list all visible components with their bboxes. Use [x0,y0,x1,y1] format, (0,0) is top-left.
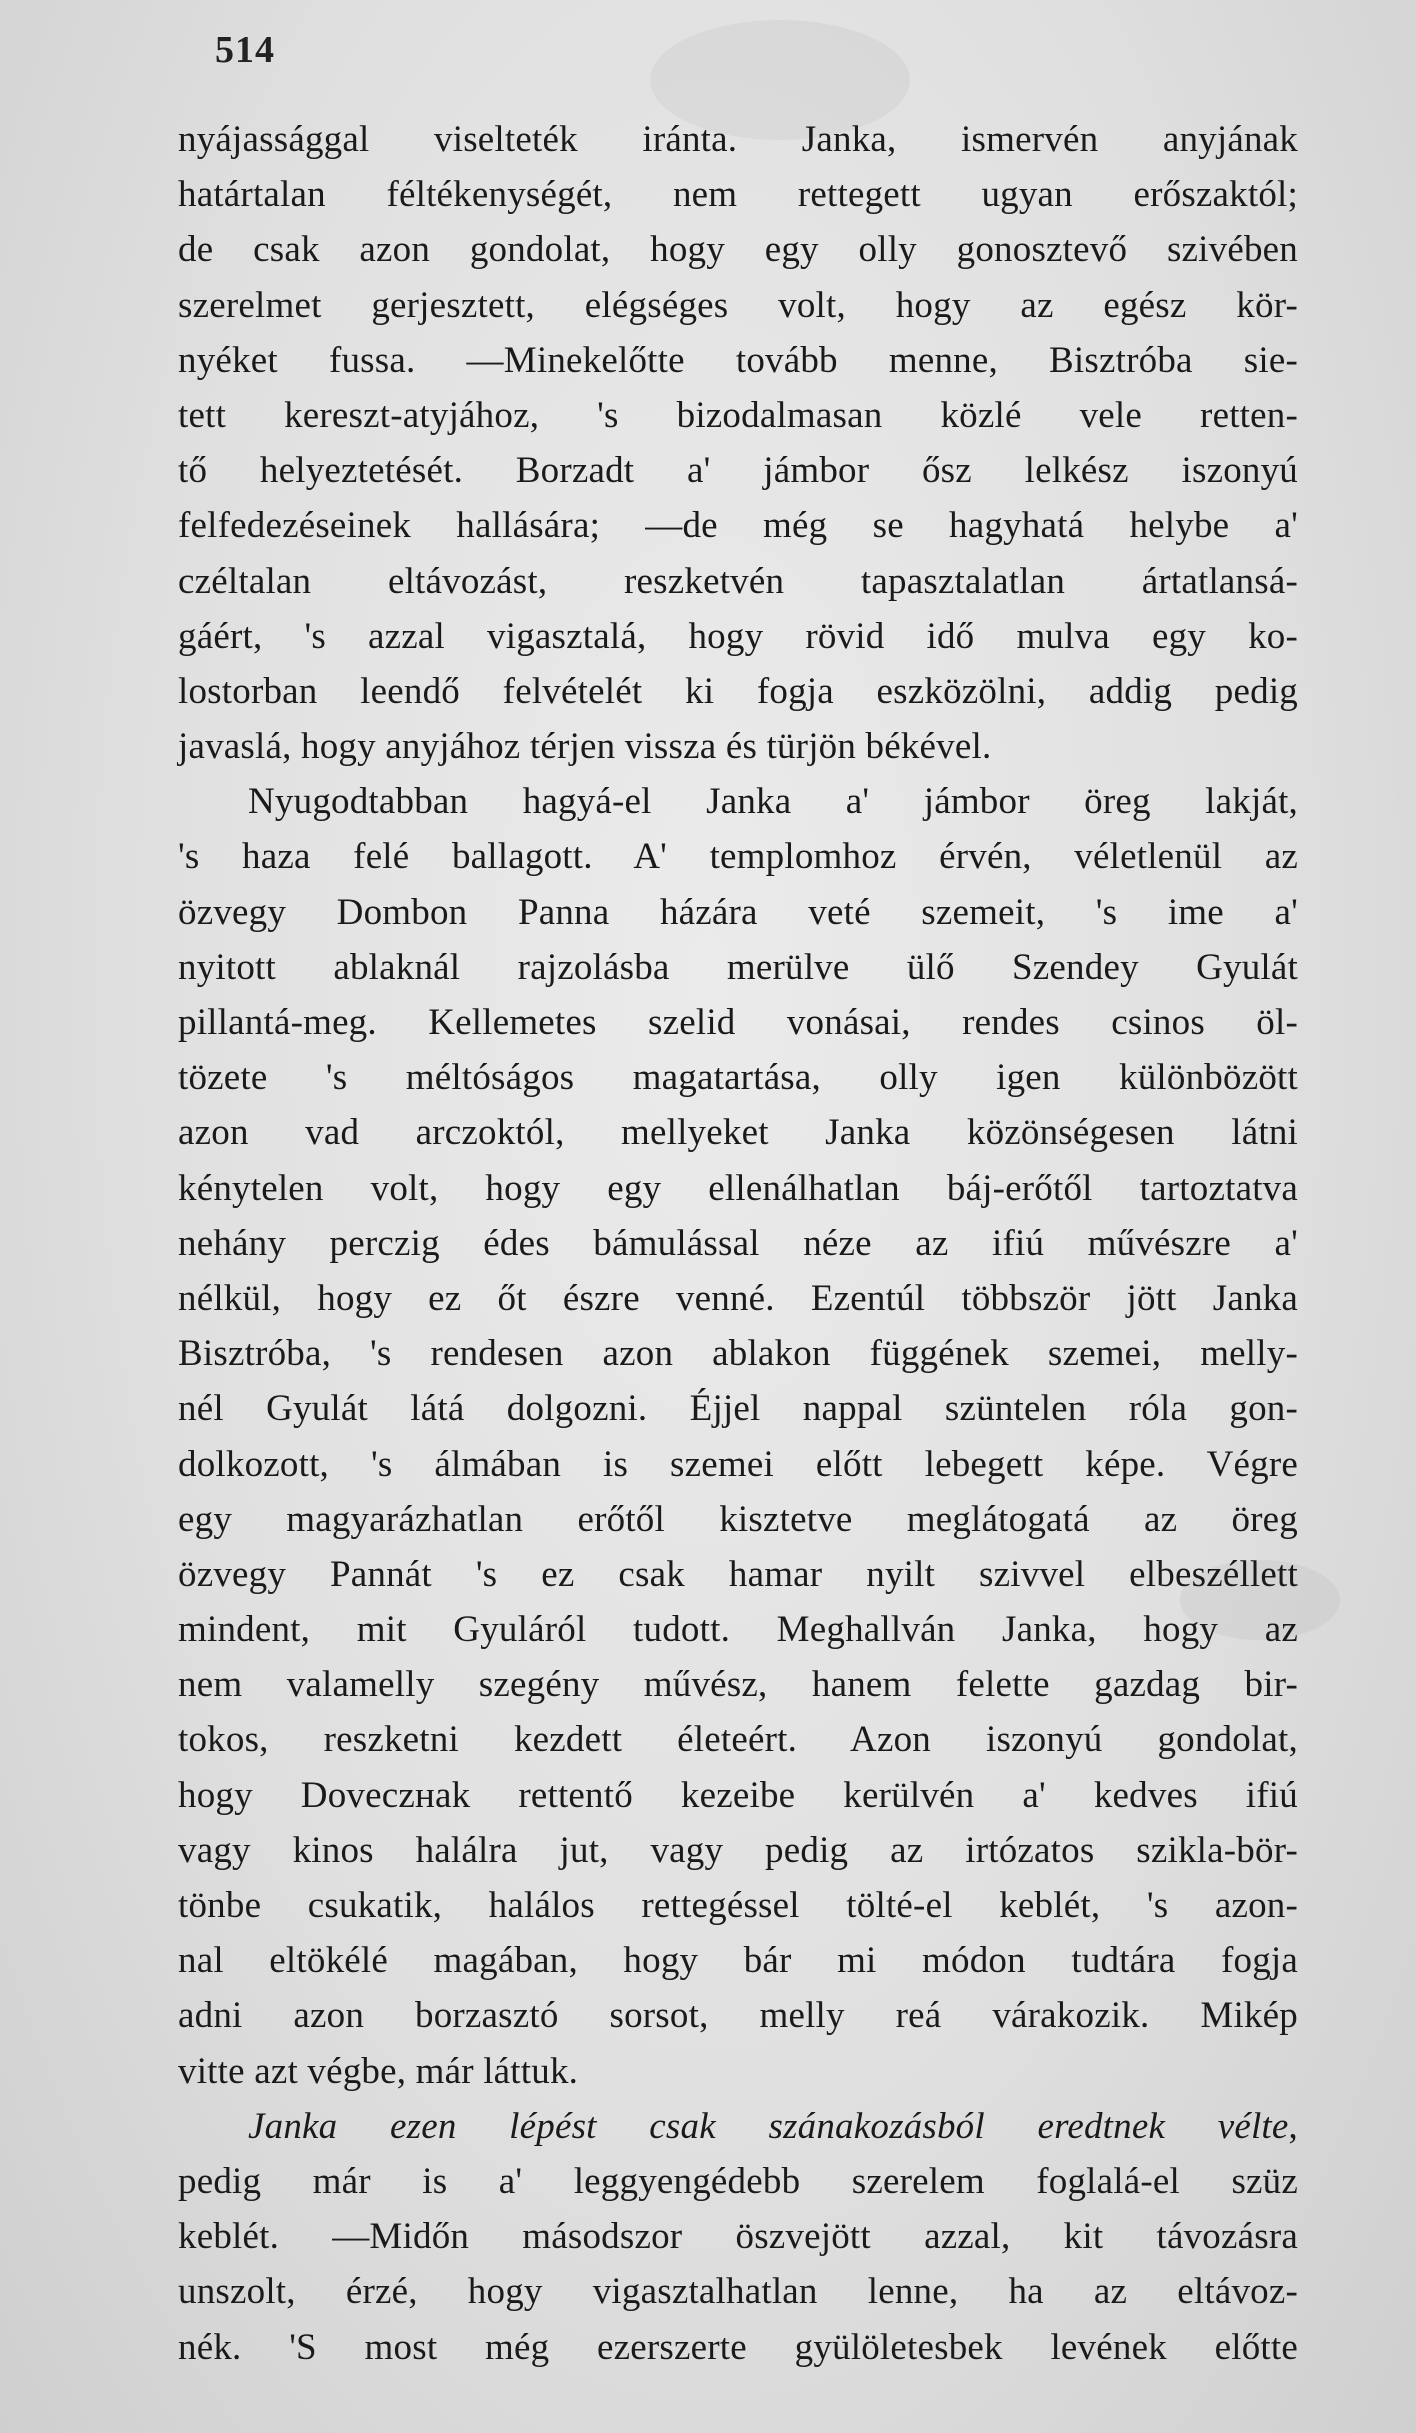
text-line: tő helyeztetését. Borzadt a' jámbor ősz lelkész iszonyú [178,450,1298,492]
text-line: nélkül, hogy ez őt észre venné. Ezentúl többször jött Janka [178,1277,1298,1319]
text-line: lostorban leendő felvételét ki fogja eszközölni, addig pedig [178,670,1298,712]
text-line: nyéket fussa. —Minekelőtte tovább menne, Bisztróba sie- [178,339,1298,381]
text-line: unszolt, érzé, hogy vigasztalhatlan lenne, ha az eltávoz- [178,2271,1298,2313]
text-line: nem valamelly szegény művész, hanem felette gazdag bir- [178,1664,1298,1706]
text-line: nal eltökélé magában, hogy bár mi módon tudtára fogja [178,1940,1298,1982]
text-line: nél Gyulát látá dolgozni. Éjjel nappal szüntelen róla gon- [178,1388,1298,1430]
text-line: nék. 'S most még ezerszerte gyülöletesbek levének előtte [178,2326,1298,2368]
text-line: Bisztróba, 's rendesen azon ablakon függének szemei, melly- [178,1333,1298,1375]
text-line: kénytelen volt, hogy egy ellenálhatlan báj-erőtől tartoztatva [178,1167,1298,1209]
text-line: nehány perczig édes bámulással néze az ifiú művészre a' [178,1222,1298,1264]
text-line: szerelmet gerjesztett, elégséges volt, hogy az egész kör- [178,284,1298,326]
text-line: tett kereszt-atyjához, 's bizodalmasan közlé vele retten- [178,394,1298,436]
text-fragment: , [1288,2105,1298,2147]
text-line: nyájassággal viselteték iránta. Janka, ismervén anyjának [178,119,1298,160]
body-text [178,112,1298,2375]
text-line: 's haza felé ballagott. A' templomhoz érvén, véletlenül az [178,836,1298,878]
italic-text: Janka ezen lépést csak szánakozásból eredtnek vélte [248,2105,1289,2147]
text-line: vagy kinos halálra jut, vagy pedig az irtózatos szikla-bör- [178,1829,1298,1871]
text-line: dolkozott, 's álmában is szemei előtt lebegett képe. Végre [178,1443,1298,1485]
text-line: mindent, mit Gyuláról tudott. Meghallván Janka, hogy az [178,1609,1298,1651]
text-line: határtalan féltékenységét, nem rettegett ugyan erőszaktól; [178,174,1298,216]
text-line: pillantá-meg. Kellemetes szelid vonásai, rendes csinos öl- [178,1002,1298,1043]
text-line: czéltalan eltávozást, reszketvén tapasztalatlan ártatlansá- [178,560,1298,602]
text-line: nyitott ablaknál rajzolásba merülve ülő Szendey Gyulát [178,946,1298,988]
text-line: gáért, 's azzal vigasztalá, hogy rövid idő mulva egy ko- [178,615,1298,657]
page-number: 514 [215,29,275,71]
text-line [178,2099,1298,2154]
text-line: tokos, reszketni kezdett életeért. Azon iszonyú gondolat, [178,1719,1298,1761]
text-line: hogy Doveczнak rettentő kezeibe kerülvén a' kedves ifiú [178,1774,1298,1816]
text-line: özvegy Pannát 's ez csak hamar nyilt szivvel elbeszéllett [178,1553,1298,1595]
text-line: keblét. —Midőn másodszor öszvejött azzal, kit távozásra [178,2216,1298,2258]
text-line: vitte azt végbe, már láttuk. [178,2050,579,2092]
text-line: felfedezéseinek hallására; —de még se hagyhatá helybe a' [178,505,1298,547]
text-line: de csak azon gondolat, hogy egy olly gonosztevő szivében [178,229,1298,271]
text-line: Nyugodtabban hagyá-el Janka a' jámbor öreg lakját, [248,781,1298,823]
text-line: egy magyarázhatlan erőtől kisztetve meglátogatá az öreg [178,1498,1298,1540]
text-line: tönbe csukatik, halálos rettegéssel tölté-el keblét, 's azon- [178,1885,1298,1926]
text-line: adni azon borzasztó sorsot, melly reá várakozik. Mikép [178,1995,1298,2037]
text-line: pedig már is a' leggyengédebb szerelem foglalá-el szüz [178,2160,1298,2202]
text-line: javaslá, hogy anyjához térjen vissza és türjön békével. [178,726,992,768]
text-line: azon vad arczoktól, mellyeket Janka közönségesen látni [178,1112,1298,1154]
text-line: tözete 's méltóságos magatartása, olly igen különbözött [178,1057,1298,1099]
text-line: özvegy Dombon Panna házára veté szemeit, 's ime a' [178,891,1298,933]
